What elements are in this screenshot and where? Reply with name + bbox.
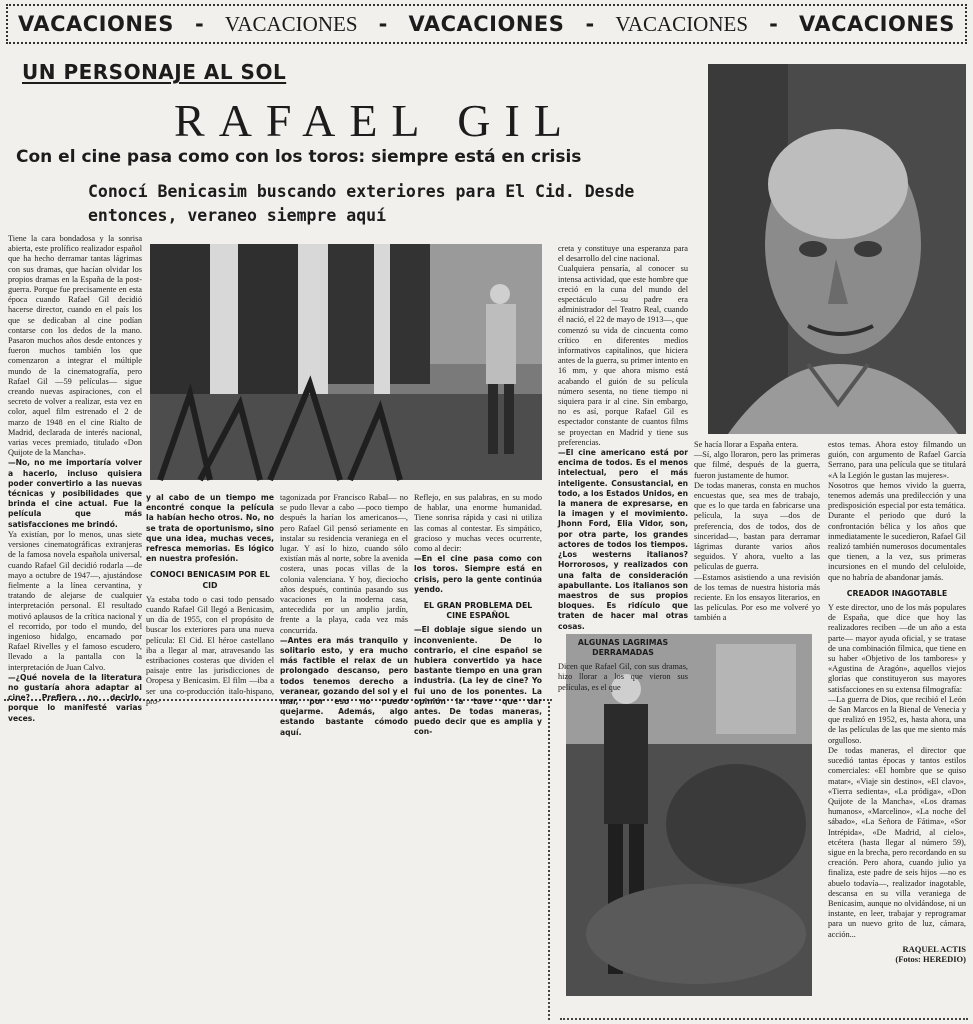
- portrait-photo: [708, 64, 966, 434]
- section-banner: [6, 4, 967, 44]
- paragraph: De todas maneras, consta en muchos encuestas que, sea mes de trabajo, que es lo que tarda en fabricarse una película, la suya —dos de preferencia, dos de todos, dos de sinceridad—, bastan para derramar lágrimas durante varios años seguidos. Y ahora, vuelto a las películas de guerra.: [694, 480, 820, 572]
- paragraph: Durante el periodo que duró la confrontación bélica y los años que inmediatamente le sucedieron, Rafael Gil realizó también numerosos documentales que tienen, a la vez, sus primeras incursiones en el mundo del celuloide, que no habría de abandonar jamás.: [828, 511, 966, 582]
- banner-separator: -: [378, 12, 388, 36]
- paragraph: creta y constituye una esperanza para el desarrollo del cine nacional.: [558, 244, 688, 264]
- text-column: [414, 493, 542, 737]
- section-heading: ALGUNAS LAGRIMAS DERRAMADAS: [577, 637, 669, 657]
- banner-separator: -: [769, 12, 778, 36]
- text-column: [280, 493, 408, 737]
- section-heading: CREADOR INAGOTABLE: [846, 588, 948, 598]
- banner-word: VACACIONES: [408, 12, 565, 36]
- paragraph: Dicen que Rafael Gil, con sus dramas, hizo llorar a los que vieron sus películas, es el que: [558, 662, 688, 692]
- divider-horizontal: [560, 1018, 968, 1020]
- portrait-image: [708, 64, 966, 434]
- paragraph: Tiene la cara bondadosa y la sonrisa abierta, este prolífico realizador español que ha hecho derramar tantas lágrimas con sus dramas, que hacían olvidar los propios dramas en la España de la post-guerra. Porque fue precisamente en esta época cuando Rafael Gil decidió hacerse director, cuando en el país los que se dedicaban al cine podían contarse con los dedos de la mano. Pasaron muchos años desde entonces y fueron muchos también los que comenzaron a integrar el múltiple mundo de la cinematografía, pero Rafael Gil —59 películas— sigue creando nuevas aspiraciones, con el secreto de volver a realizar, esta vez en color, aquel film estrenado el 2 de marzo de 1948 en el cine Rialto de Madrid, declarada de interés nacional, varias veces premiado, titulado «Don Quijote de la Mancha».: [8, 234, 142, 458]
- photo-credit: (Fotos: HEREDIO): [895, 953, 966, 964]
- paragraph: Ya existían, por lo menos, unas siete versiones cinematográficas extranjeras de la famosa novela española universal, cuando Rafael Gil decidió rodarla —de mayo a octubre de 1947—, ajustándose fielmente a la línea cervantina, y tratando de alejarse de cualquier interpretación personal. El resultado motivó aplausos de la crítica nacional y el recorrido, por todo el mundo, del ingenioso hidalgo, encarnado por Rafael Rivelles y el famoso escudero, llevado a la pantalla con la interpretación de Juan Calvo.: [8, 529, 142, 672]
- paragraph: Reflejo, en sus palabras, en su modo de hablar, una enorme humanidad. Tiene sonrisa rápida y casi ni utiliza las comas al contestar. Es simpático, gracioso y muchas veces ocurrente, como al decir:: [414, 493, 542, 554]
- paragraph: Ya estaba todo o casi todo pensado cuando Rafael Gil llegó a Benicasim, un día de 1955, con el propósito de buscar los exteriores para una nueva película: El Cid. El héroe castellano iba a llegar al mar, atravesando las estribaciones costeras que dividen el paisaje entre las jurisdicciones de Oropesa y Benicasim. El film —iba a ser una co-producción italo-hispano, pro-: [146, 594, 274, 706]
- quote-paragraph: —Antes era más tranquilo y solitario esto, y era mucho más factible el relax de un prolongado descanso, pero todos tenemos derecho a veranear, gozando del sol y el mar, por eso no puedo quejarme. Además, algo estando bastante cómodo aquí.: [280, 635, 408, 737]
- paragraph: Nosotros que hemos vivido la guerra, tenemos además una predilección y una predisposición especial por esta temática.: [828, 480, 966, 511]
- quote-paragraph: y al cabo de un tiempo me encontré conque la película la habían hecho otros. No, no se trata de oportunismo, sino que una idea, muchas veces, refresca memorias. Es lógico en nuestra profesión.: [146, 493, 274, 564]
- paragraph: Se hacía llorar a España entera.: [694, 440, 799, 449]
- article-title: RAFAEL GIL: [174, 95, 576, 146]
- text-column: [694, 440, 820, 628]
- divider-vertical: [548, 702, 550, 1020]
- quote-paragraph: —En el cine pasa como con los toros. Siempre está en crisis, pero la gente continúa yendo.: [414, 554, 542, 594]
- banner-word: VACACIONES: [224, 11, 358, 36]
- quote-paragraph: —Estamos asistiendo a una revisión de los temas de nuestra historia más reciente. En los ensayos literarios, en las películas. Por eso me volveré yo también a: [694, 572, 820, 623]
- paragraph: De todas maneras, el director que sucedió tantas épocas y tantos estilos comerciales: «El hombre que se quiso matar», «Viaje sin destino», «El clavo», «Tierra sedienta», «La pródiga», «Don Quijote de la Mancha», «Los dramas humanos», «Marcelino», «La noche del sábado», «La Señora de Fátima», «Sor Intrépida», «De Madrid, al cielo», etcétera (hasta llegar al número 59), sigue en la brecha, pero recordando en su creación. Pero ahora, cuando julio ya finaliza, este padre de seis hijos —no es abuelo todavía—, realizador inagotable, descansa en su villa veraniega de Benicasim, aunque no olvidándose, ni un instante, en leer, trabajar y reprogramar para un nuevo grito de luz, cámara, acción...: [828, 745, 966, 939]
- paragraph: Y este director, uno de los más populares de España, que dice que hoy las realizadores reciben —de un año a esta parte— mayor ayuda oficial, y se tratase de una combinación fílmica, que tiene en su haber «Objetivo de los tambores» y «Agustina de Aragón», aquellos viejos glorias que constituyeron sus mayores satisfacciones en su extensa filmografía:: [828, 603, 966, 694]
- paragraph: estos temas. Ahora estoy filmando un guión, con argumento de Rafael García Serrano, para una película que se titulará «A la Legión le gustan las mujeres».: [828, 440, 966, 480]
- garden-image: [150, 244, 542, 480]
- text-column: [8, 234, 142, 723]
- text-column: [146, 493, 274, 706]
- text-column: [828, 440, 966, 1012]
- section-heading: EL GRAN PROBLEMA DEL CINE ESPAÑOL: [423, 601, 533, 621]
- quote-paragraph: —Sí, algo lloraron, pero las primeras que filmé, después de la guerra, fueron justamente de humor.: [694, 450, 820, 480]
- quote-paragraph: —¿Qué novela de la literatura no gustaría ahora adaptar al cine? Prefiero no decirlo, porque lo manifesté varias veces.: [8, 672, 142, 723]
- banner-word: VACACIONES: [18, 12, 174, 36]
- paragraph: Cualquiera pensaría, al conocer su intensa actividad, que este hombre que creció en la cuna del mundo del espectáculo —su padre era administrador del Teatro Real, cuando él nació, el 22 de mayo de 1913—, que comenzó su vida de cincuenta como crítico en diferentes medios informativos capitalinos, que hiciera antes de la guerra, su primer intento en 16 mm, y que ahora mismo está acabando el guión de su película número sesenta, no tiene tiempo ni siquiera para ir al cine. Sin embargo, no es así, porque Rafael Gil es espectador constante de cuantos films se proyectan en Madrid y tiene sus preferencias.: [558, 264, 688, 447]
- section-kicker: UN PERSONAJE AL SOL: [22, 60, 287, 84]
- quote-paragraph: —El cine americano está por encima de todos. Es el menos intelectual, pero el más inteligente. Consustancial, en todo, a los Estados Unidos, en la manera de expresarse, en la imagen y el movimiento. Jhonn Ford, Elia Vidor, son, por otra parte, los grandes actores de todos los tiempos. ¿Los westerns italianos? Horrorosos, y realizados con una falta de consideración apabullante. Los italianos son maestros de sus propios bloques. Es ridículo que traten de hacer mal otras cosas.: [558, 448, 688, 631]
- author-signature: RAQUEL ACTIS: [902, 943, 966, 954]
- garden-photo: [150, 244, 542, 480]
- banner-separator: -: [195, 12, 204, 36]
- text-column: [558, 244, 688, 692]
- banner-separator: -: [585, 12, 595, 36]
- banner-word: VACACIONES: [799, 12, 955, 36]
- headline: Con el cine pasa como con los toros: siempre está en crisis: [16, 147, 582, 167]
- quote-paragraph: —La guerra de Dios, que recibió el León de San Marcos en la Bienal de Venecia y que realizó en 1952, es, hasta ahora, una de las películas de las que me siento más orgulloso.: [828, 694, 966, 745]
- quote-paragraph: —El doblaje sigue siendo un inconveniente. De lo contrario, el cine español se hubiera convertido ya hace bastante tiempo en una gran industria. (La ley de cine? Yo fui uno de los ponentes. La opinión la tuve que dar antes. De todas maneras, puedo decir que es amplia y con-: [414, 625, 542, 737]
- banner-word: VACACIONES: [615, 11, 749, 36]
- section-heading: CONOCI BENICASIM POR EL CID: [150, 570, 270, 590]
- quote-paragraph: —No, no me importaría volver a hacerlo, incluso quisiera poder convertirlo a las nuevas técnicas y posibilidades que brinda el cine actual. Fue la película que más satisfacciones me brindó.: [8, 458, 142, 529]
- subheadline: Conocí Benicasim buscando exteriores para El Cid. Desde entonces, veraneo siempre aquí: [88, 182, 635, 225]
- paragraph: tagonizada por Francisco Rabal— no se pudo llevar a cabo —poco tiempo después la harían los americanos—, pero Rafael Gil pensó seriamente en instalar su residencia veraniega en el lugar. Y así lo hizo, cuando sólo existían más al norte, sobre la avenida costera, unas pocas villas de la colonia valenciana. Y hoy, dieciocho años después, continúa pasando sus vacaciones en la moderna casa, antecedida por un amplio jardín, frente a la playa, cada vez más concurrida.: [280, 493, 408, 635]
